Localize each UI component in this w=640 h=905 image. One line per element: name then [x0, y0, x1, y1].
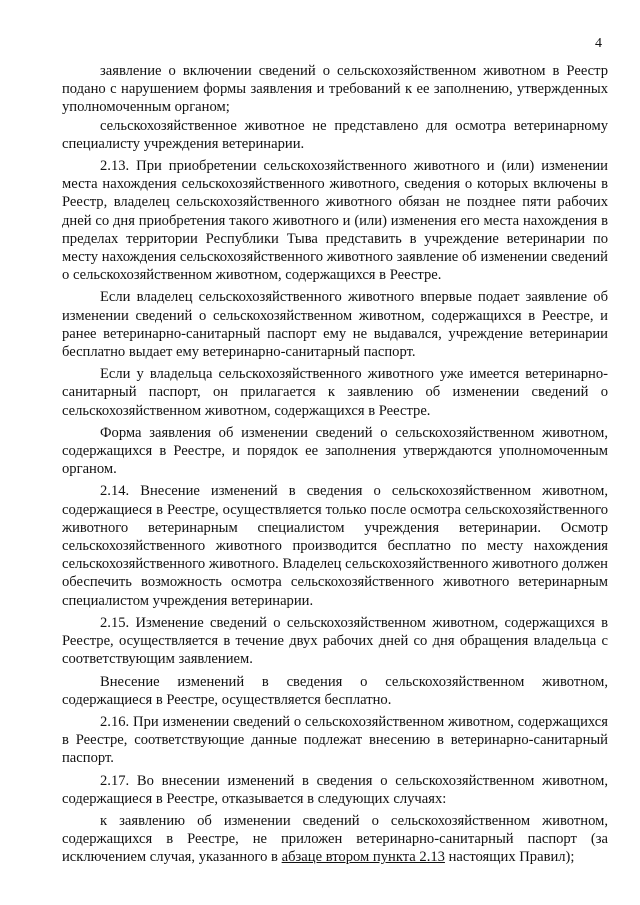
- paragraph-text-before-link: к заявлению об изменении сведений о сельскохозяйственном животном, содержащихся в Реестре, не приложен ветеринарно-санитарный паспорт (за исключением случая, указанного в: [62, 812, 608, 866]
- paragraph-2-16: 2.16. При изменении сведений о сельскохозяйственном животном, содержащихся в Реестре, соответствующие данные подлежат внесению в ветеринарно-санитарный паспорт.: [62, 713, 608, 767]
- paragraph-2-14: 2.14. Внесение изменений в сведения о сельскохозяйственном животном, содержащиеся в Реестре, осуществляется только после осмотра сельскохозяйственного животного ветеринарным специалистом учреждения ветеринарии. Осмотр сельскохозяйственного животного производится бесплатно по месту нахождения сельскохозяйственного животного. Владелец сельскохозяйственного животного должен обеспечить возможность осмотра сельскохозяйственного животного ветеринарным специалистом учреждения ветеринарии.: [62, 483, 608, 609]
- document-body: [62, 62, 608, 867]
- paragraph-2-17: 2.17. Во внесении изменений в сведения о сельскохозяйственном животном, содержащиеся в Реестре, отказывается в следующих случаях:: [62, 772, 608, 807]
- paragraph: Внесение изменений в сведения о сельскохозяйственном животном, содержащиеся в Реестре, осуществляется бесплатно.: [62, 673, 608, 708]
- paragraph: сельскохозяйственное животное не представлено для осмотра ветеринарному специалисту учреждения ветеринарии.: [62, 117, 608, 152]
- paragraph: Форма заявления об изменении сведений о сельскохозяйственном животном, содержащихся в Реестре, и порядок ее заполнения утверждаются уполномоченным органом.: [62, 424, 608, 478]
- reference-link[interactable]: абзаце втором пункта 2.13: [281, 849, 445, 866]
- paragraph: заявление о включении сведений о сельскохозяйственном животном в Реестр подано с нарушением формы заявления и требований к ее заполнению, утвержденных уполномоченным органом;: [62, 63, 608, 116]
- paragraph-text-after-link: настоящих Правил);: [444, 849, 575, 866]
- paragraph: Если у владельца сельскохозяйственного животного уже имеется ветеринарно-санитарный паспорт, он прилагается к заявлению об изменении сведений о сельскохозяйственном животном, содержащихся в Реестре.: [62, 366, 608, 419]
- paragraph-with-reference: [62, 812, 608, 867]
- page-number: 4: [595, 36, 602, 51]
- paragraph-2-13: 2.13. При приобретении сельскохозяйственного животного и (или) изменении места нахождения сельскохозяйственного животного, сведения о которых включены в Реестр, владелец сельскохозяйственного животного обязан не позднее пяти рабочих дней со дня приобретения такого животного и (или) изменения его места нахождения в пределах территории Республики Тыва представить в учреждение ветеринарии по месту нахождения сельскохозяйственного животного заявление об изменении сведений о сельскохозяйственном животном, содержащихся в Реестре.: [62, 158, 608, 284]
- paragraph-2-15: 2.15. Изменение сведений о сельскохозяйственном животном, содержащихся в Реестре, осуществляется в течение двух рабочих дней со дня обращения владельца с соответствующим заявлением.: [62, 614, 608, 668]
- paragraph: Если владелец сельскохозяйственного животного впервые подает заявление об изменении сведений о сельскохозяйственном животном, содержащихся в Реестре, и ранее ветеринарно-санитарный паспорт ему не выдавался, учреждение ветеринарии бесплатно выдает ему ветеринарно-санитарный паспорт.: [62, 289, 608, 361]
